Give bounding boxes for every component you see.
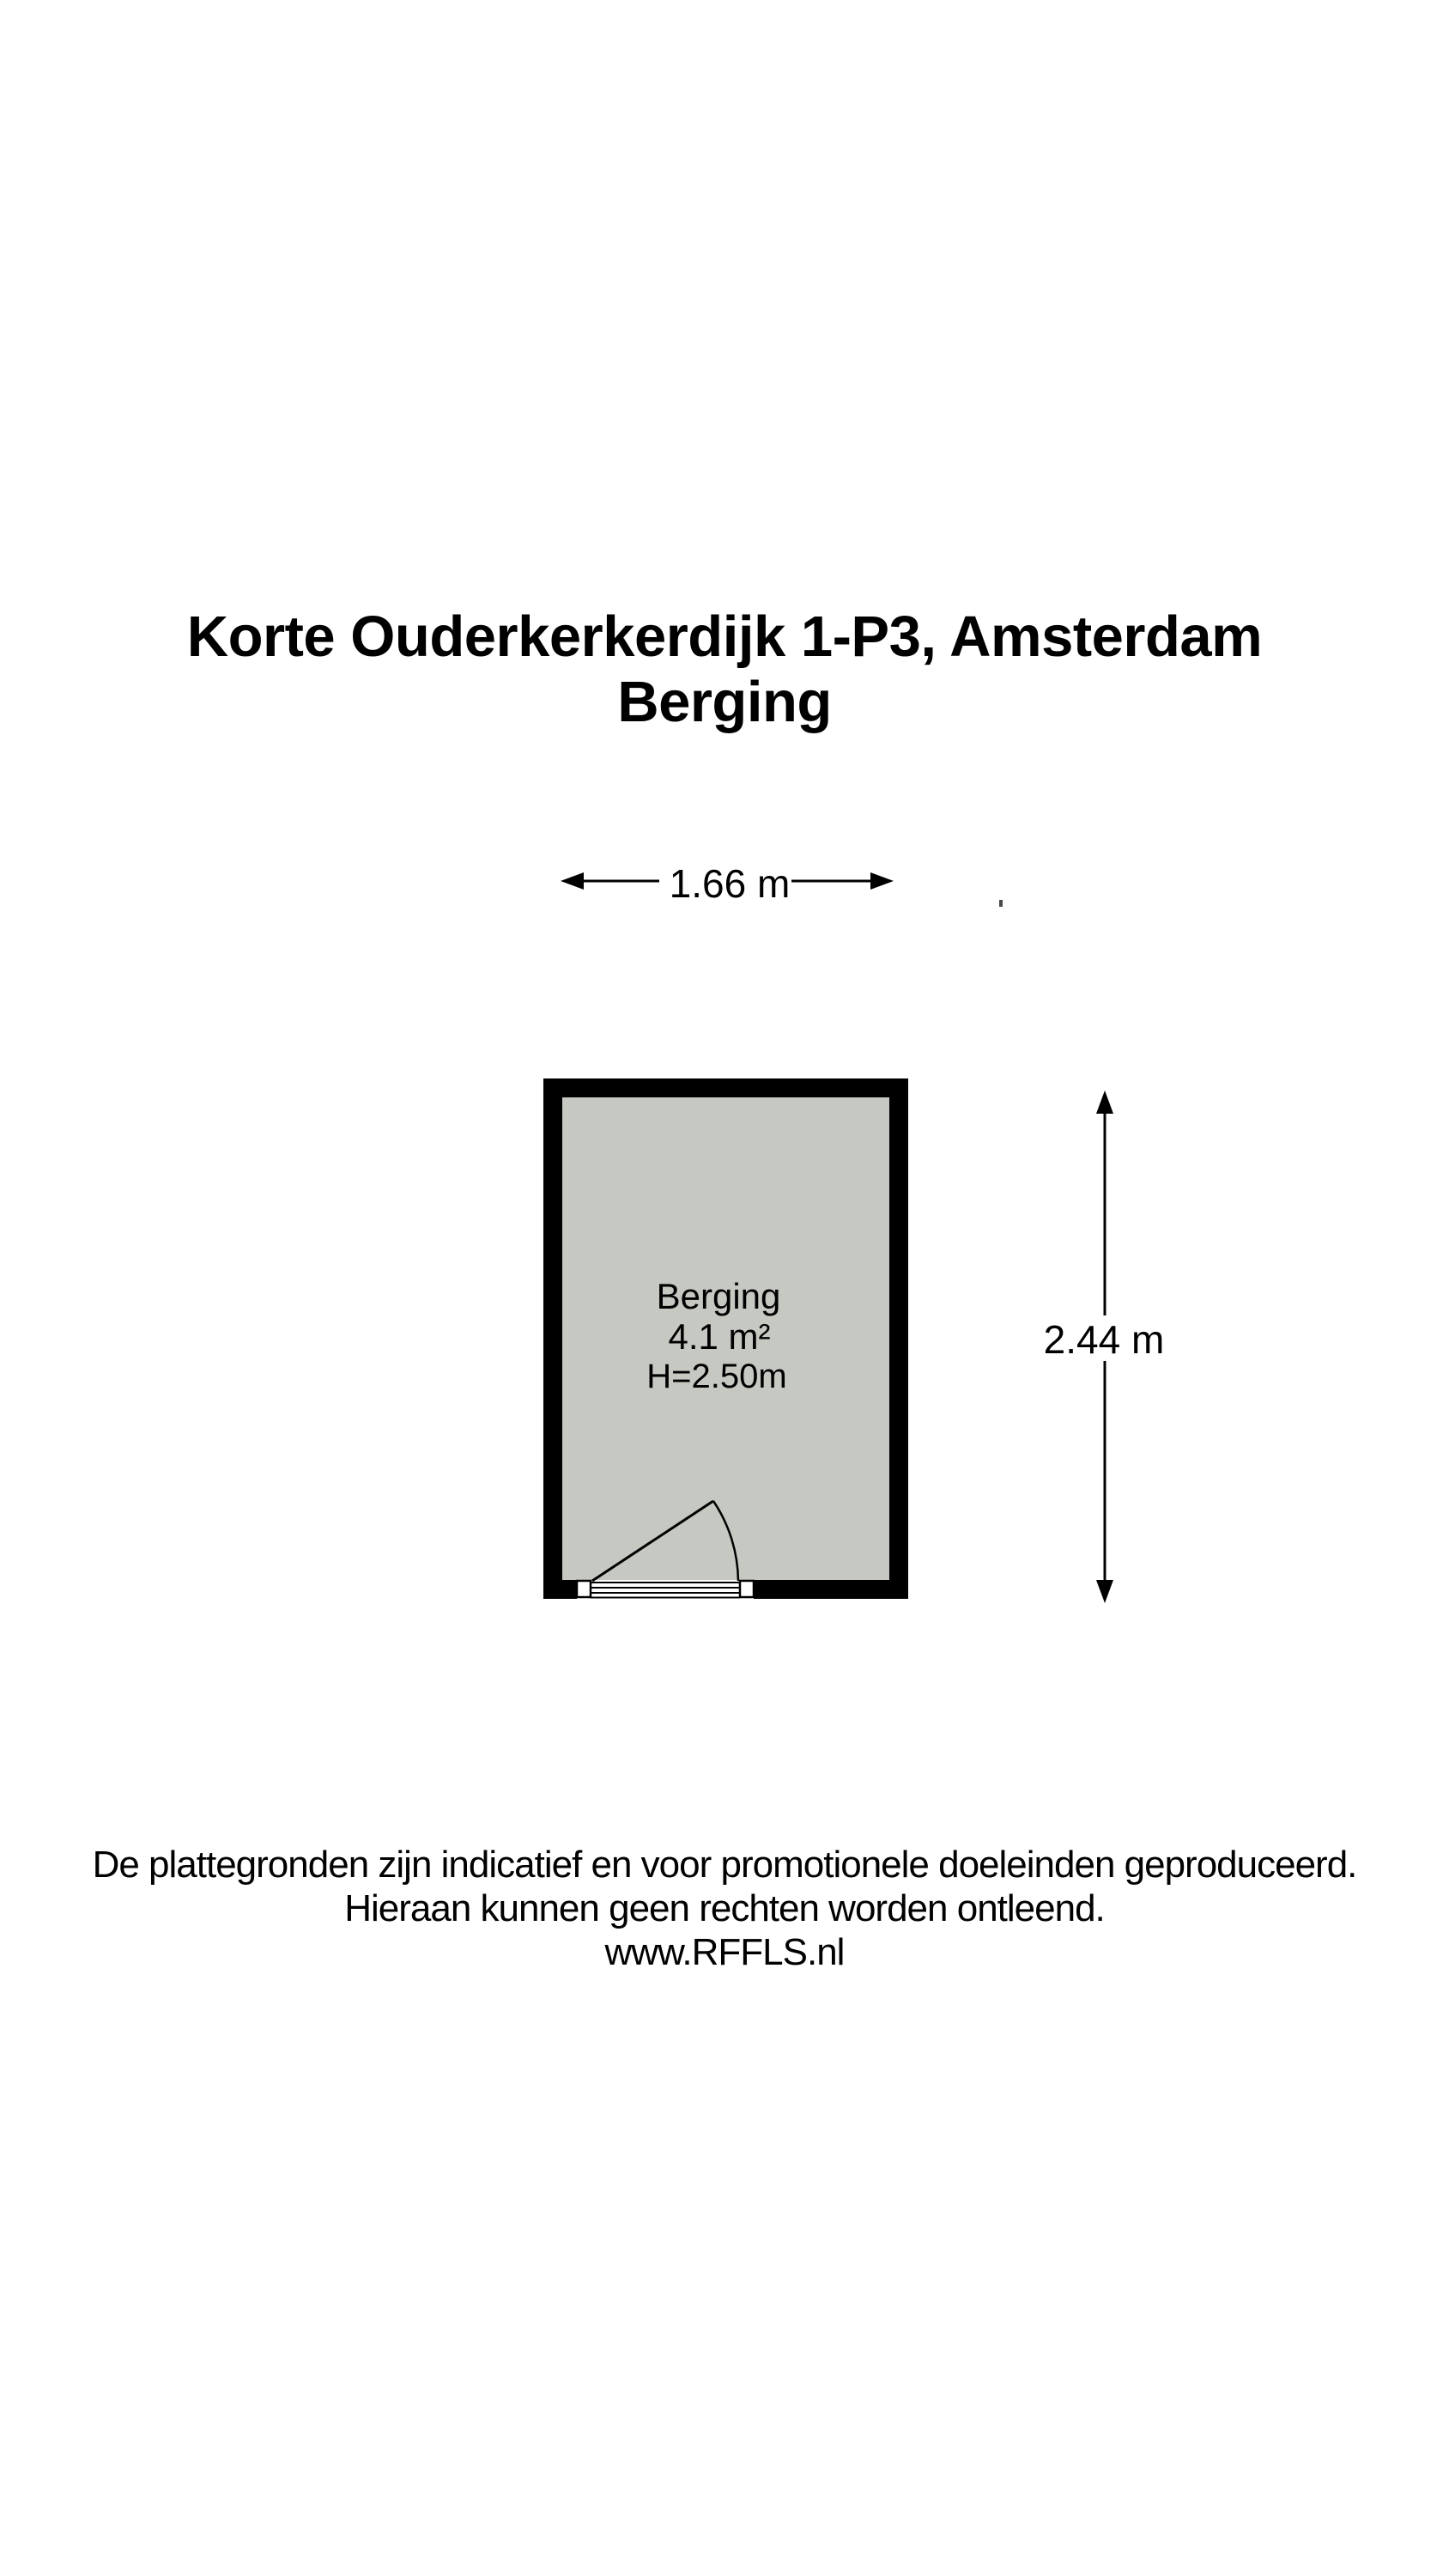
footer-disclaimer bbox=[0, 1843, 1449, 1974]
footer-website: www.RFFLS.nl bbox=[604, 1931, 845, 1973]
artifact-speck bbox=[999, 900, 1003, 907]
height-dimension-label: 2.44 m bbox=[1043, 1317, 1165, 1362]
address-title: Korte Ouderkerkerdijk 1-P3, Amsterdam bbox=[186, 605, 1263, 669]
width-dimension-label: 1.66 m bbox=[669, 861, 791, 906]
room-area-label: 4.1 m² bbox=[668, 1316, 771, 1357]
arrow-right-icon bbox=[870, 872, 894, 890]
disclaimer-line-2: Hieraan kunnen geen rechten worden ontleend. bbox=[344, 1887, 1105, 1929]
arrow-up-icon bbox=[1096, 1091, 1113, 1114]
arrow-down-icon bbox=[1096, 1580, 1113, 1603]
door-post-left bbox=[577, 1581, 591, 1597]
room-height-label: H=2.50m bbox=[646, 1358, 787, 1395]
disclaimer-line-1: De plattegronden zijn indicatief en voor promotionele doeleinden geproduceerd. bbox=[92, 1844, 1357, 1886]
arrow-left-icon bbox=[561, 872, 584, 890]
room-type-title: Berging bbox=[617, 670, 832, 734]
door-post-right bbox=[740, 1581, 754, 1597]
room-name-label: Berging bbox=[656, 1276, 781, 1316]
